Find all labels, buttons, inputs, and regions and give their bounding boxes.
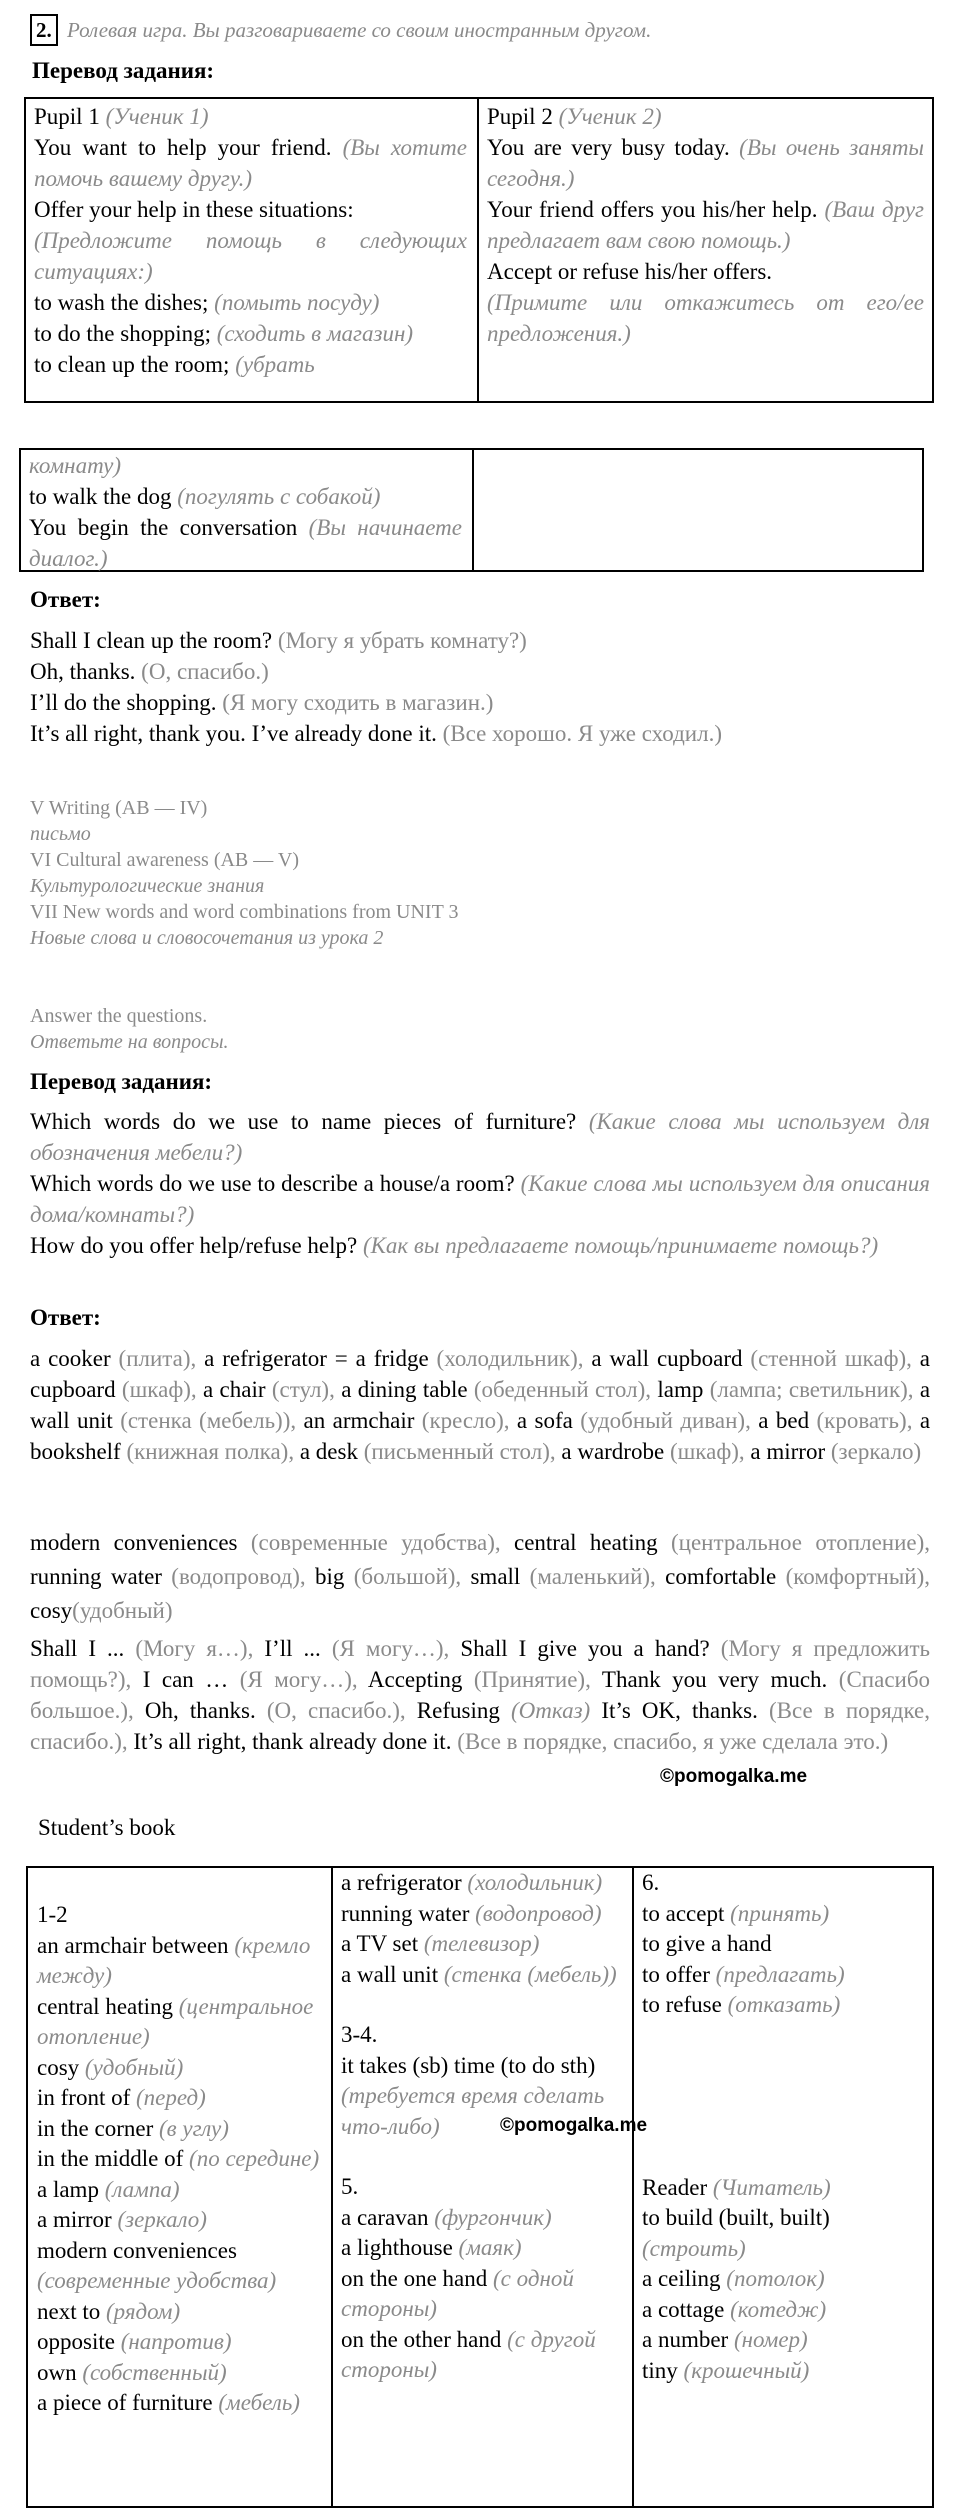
pupil1-item3-ru: (убрать: [235, 352, 315, 377]
vocab-entry: to build (built, built) (строить): [642, 2205, 830, 2261]
vocab-entry: modern conveniences (современные удобства): [37, 2237, 277, 2293]
pupil1-cell-continued: [29, 450, 462, 574]
vocab-entry: a piece of furniture (мебель): [37, 2390, 300, 2415]
question-2-ru: (Какие слова мы используем для описания дома/комнаты?): [30, 1171, 931, 1227]
roleplay-table-continued: [19, 448, 924, 572]
furniture-word: a sofa: [516, 1408, 573, 1433]
pupil1-item3-ru-continued: комнату): [29, 453, 121, 478]
vocab-entry: running water (водопровод): [341, 1900, 602, 1926]
pupil1-item2: to do the shopping;: [34, 321, 211, 346]
vocab-entry: central heating (центральное отопление): [37, 1993, 314, 2049]
pupil2-line3-ru: (Примите или откажитесь от его/ее предложения.): [487, 290, 924, 346]
answer-line-en: I’ll do the shopping.: [30, 690, 217, 715]
table-divider: [477, 99, 479, 401]
watermark: ©pomogalka.me: [660, 1766, 808, 1787]
pupil2-line2-ru: (Ваш друг предлагает вам свою помощь.): [487, 197, 924, 253]
furniture-translation: (кровать),: [816, 1408, 913, 1433]
translation-heading: Перевод задания:: [32, 58, 215, 83]
section-title: VII New words and word combinations from UNIT 3: [30, 901, 459, 923]
house-translation: (центральное отопление),: [671, 1530, 931, 1555]
answer-dialogue: [30, 625, 930, 749]
vocab-entry: on the other hand (с другой стороны): [341, 2326, 596, 2382]
offer-translation: (Все в порядке, спасибо, я уже сделала это.): [457, 1729, 889, 1754]
house-word: big: [314, 1564, 345, 1589]
vocab-entry: in the middle of (по середине): [37, 2146, 320, 2171]
furniture-translation: (стенка (мебель)),: [120, 1408, 297, 1433]
vocab-entry: a lighthouse (маяк): [341, 2235, 522, 2260]
task-number: 2.: [30, 14, 58, 46]
furniture-word: a cupboard: [30, 1346, 930, 1402]
vocab-entry: 1-2: [37, 1902, 68, 1927]
vocab-entry: own (собственный): [37, 2359, 227, 2385]
pupil1-item5: You begin the conversation: [29, 515, 298, 540]
pupil1-cell: [34, 101, 467, 380]
questions-subtitle: Ответьте на вопросы.: [30, 1031, 229, 1053]
answer-line-ru: (Могу я убрать комнату?): [277, 628, 527, 653]
offer-word: Shall I ...: [30, 1636, 125, 1661]
pupil2-line3: Accept or refuse his/her offers.: [487, 259, 773, 284]
pupil2-title: Pupil 2: [487, 104, 553, 129]
furniture-translation: (кресло),: [421, 1408, 510, 1433]
pupil1-item2-ru: (сходить в магазин): [216, 321, 414, 346]
pupil2-title-ru: (Ученик 2): [558, 104, 662, 129]
house-translation: (маленький),: [529, 1564, 656, 1589]
furniture-translation: (книжная полка),: [126, 1439, 295, 1464]
offer-word: Accepting: [367, 1667, 463, 1692]
pupil2-line1: You are very busy today.: [487, 135, 730, 160]
offer-word: Refusing: [416, 1698, 500, 1723]
pupil1-title: Pupil 1: [34, 104, 100, 129]
sections-list: [30, 795, 930, 951]
questions-answer-heading: Ответ:: [30, 1305, 101, 1330]
offer-translation: (Отказ): [511, 1698, 591, 1723]
vocab-entry: in front of (перед): [37, 2085, 206, 2110]
furniture-translation: (стул),: [271, 1377, 335, 1402]
offer-translation: (О, спасибо.),: [266, 1698, 406, 1723]
vocab-entry: Reader (Читатель): [642, 2174, 831, 2200]
table-divider: [331, 1868, 333, 2506]
furniture-word: a cooker: [30, 1346, 111, 1371]
house-answer: [30, 1526, 930, 1628]
offer-word: It’s all right, thank already done it.: [133, 1729, 452, 1754]
question-3: [30, 1230, 930, 1261]
furniture-translation: (шкаф),: [121, 1377, 197, 1402]
question-2-en: Which words do we use to describe a house/a room?: [30, 1171, 515, 1196]
house-word: small: [470, 1564, 521, 1589]
vocab-entry: an armchair between (кремло между): [37, 1932, 311, 1988]
vocab-entry: cosy (удобный): [37, 2054, 184, 2080]
vocab-entry: a wall unit (стенка (мебель)): [341, 1961, 617, 1987]
section-title: V Writing (AB — IV): [30, 797, 208, 819]
house-word: cosy: [30, 1598, 73, 1623]
furniture-translation: (зеркало): [830, 1439, 922, 1464]
vocab-entry: in the corner (в углу): [37, 2115, 229, 2141]
vocab-entry: a mirror (зеркало): [37, 2207, 207, 2232]
pupil1-item4-ru: (погулять с собакой): [177, 484, 381, 509]
furniture-word: a mirror: [750, 1439, 826, 1464]
house-word: running water: [30, 1564, 162, 1589]
section-subtitle: Новые слова и словосочетания из урока 2: [30, 927, 384, 949]
vocab-entry: a cottage (котедж): [642, 2296, 827, 2322]
pupil1-item1-ru: (помыть посуду): [214, 290, 380, 315]
answer-line: [30, 625, 930, 656]
offer-translation: (Могу я…),: [135, 1636, 254, 1661]
pupil1-item1: to wash the dishes;: [34, 290, 209, 315]
students-book-col3: [642, 1868, 927, 2386]
house-translation: (комфортный),: [785, 1564, 931, 1589]
furniture-word: a bed: [758, 1408, 810, 1433]
pupil1-title-ru: (Ученик 1): [105, 104, 209, 129]
students-book-col1: [37, 1900, 327, 2419]
question-1-en: Which words do we use to name pieces of furniture?: [30, 1109, 577, 1134]
pupil2-cell: [487, 101, 924, 349]
table-divider: [472, 450, 474, 570]
furniture-translation: (стенной шкаф),: [750, 1346, 912, 1371]
section-subtitle: Культурологические знания: [30, 875, 265, 897]
vocab-entry: next to (рядом): [37, 2298, 181, 2324]
students-book-title: Student’s book: [38, 1815, 176, 1840]
pupil1-item5-ru: (Вы начинаете диалог.): [29, 515, 463, 571]
furniture-translation: (лампа; светильник),: [709, 1377, 914, 1402]
roleplay-table: [24, 97, 934, 403]
furniture-translation: (плита),: [118, 1346, 197, 1371]
vocab-entry: to accept (принять): [642, 1900, 830, 1926]
house-translation: (водопровод),: [171, 1564, 306, 1589]
vocab-entry: to give a hand: [642, 1931, 772, 1956]
offer-translation: (Я могу…),: [331, 1636, 450, 1661]
house-word: comfortable: [665, 1564, 777, 1589]
vocab-entry: a refrigerator (холодильник): [341, 1870, 603, 1895]
furniture-translation: (обеденный стол),: [473, 1377, 652, 1402]
furniture-word: a refrigerator = a fridge: [204, 1346, 429, 1371]
question-3-ru: (Как вы предлагаете помощь/принимаете помощь?): [362, 1233, 879, 1258]
vocab-entry: tiny (крошечный): [642, 2357, 810, 2383]
task-header: [30, 14, 651, 46]
pupil1-line1: You want to help your friend.: [34, 135, 332, 160]
furniture-word: a desk: [299, 1439, 358, 1464]
offer-word: Shall I give you a hand?: [460, 1636, 710, 1661]
section-subtitle: письмо: [30, 823, 91, 845]
vocab-entry: to offer (предлагать): [642, 1961, 845, 1987]
furniture-word: a wall unit: [30, 1377, 931, 1433]
house-word: modern conveniences: [30, 1530, 238, 1555]
offer-word: Oh, thanks.: [144, 1698, 256, 1723]
task-instruction: Ролевая игра. Вы разговариваете со своим иностранным другом.: [67, 18, 652, 42]
furniture-translation: (письменный стол),: [363, 1439, 556, 1464]
house-translation: (большой),: [353, 1564, 462, 1589]
house-translation: (современные удобства),: [250, 1530, 501, 1555]
offer-word: I can …: [142, 1667, 229, 1692]
furniture-translation: (удобный диван),: [580, 1408, 751, 1433]
furniture-word: an armchair: [303, 1408, 415, 1433]
offer-translation: (Я могу…),: [239, 1667, 358, 1692]
vocab-entry: a caravan (фургончик): [341, 2204, 552, 2230]
answer-line-ru: (Я могу сходить в магазин.): [222, 690, 494, 715]
answer-line-en: It’s all right, thank you. I’ve already done it.: [30, 721, 437, 746]
vocab-entry: 3-4.: [341, 2022, 378, 2047]
questions-translation-heading: Перевод задания:: [30, 1069, 213, 1094]
question-1-ru: (Какие слова мы используем для обозначения мебели?): [30, 1109, 930, 1165]
pupil1-item3: to clean up the room;: [34, 352, 230, 377]
furniture-word: a wardrobe: [561, 1439, 665, 1464]
pupil1-line1-ru: (Вы хотите помочь вашему другу.): [34, 135, 467, 191]
question-1: [30, 1106, 930, 1168]
furniture-word: a chair: [202, 1377, 266, 1402]
vocab-entry: a TV set (телевизор): [341, 1931, 540, 1956]
vocab-entry: 6.: [642, 1870, 660, 1895]
offer-word: It’s OK, thanks.: [601, 1698, 758, 1723]
answer-line-ru: (Все хорошо. Я уже сходил.): [442, 721, 722, 746]
furniture-word: a bookshelf: [30, 1408, 931, 1464]
answer-line-en: Oh, thanks.: [30, 659, 136, 684]
offer-word: I’ll ...: [264, 1636, 321, 1661]
question-3-en: How do you offer help/refuse help?: [30, 1233, 358, 1258]
vocab-entry: on the one hand (с одной стороны): [341, 2265, 574, 2321]
furniture-translation: (шкаф),: [669, 1439, 745, 1464]
pupil2-line2: Your friend offers you his/her help.: [487, 197, 818, 222]
section-title: VI Cultural awareness (AB — V): [30, 849, 300, 871]
offer-word: Thank you very much.: [601, 1667, 828, 1692]
vocab-entry: it takes (sb) time (to do sth)(требуется время сделать что-либо): [341, 2052, 605, 2139]
offer-translation: (Все в порядке, спасибо.),: [30, 1698, 931, 1754]
furniture-word: lamp: [657, 1377, 704, 1402]
furniture-translation: (холодильник),: [436, 1346, 584, 1371]
furniture-word: a wall cupboard: [591, 1346, 743, 1371]
offer-translation: (Могу я предложить помощь?),: [30, 1636, 930, 1692]
vocab-entry: a ceiling (потолок): [642, 2266, 825, 2291]
vocab-entry: to refuse (отказать): [642, 1992, 841, 2017]
house-word: central heating: [514, 1530, 658, 1555]
students-book-table: [26, 1866, 934, 2508]
vocab-entry: 5.: [341, 2174, 359, 2199]
offer-answer: [30, 1633, 930, 1757]
questions-intro: [30, 1003, 930, 1055]
question-2: [30, 1168, 930, 1230]
table-watermark: ©pomogalka.me: [500, 2115, 648, 2136]
pupil1-line2-ru: (Предложите помощь в следующих ситуациях:): [34, 228, 467, 284]
pupil2-line1-ru: (Вы очень заняты сегодня.): [487, 135, 924, 191]
answer-line-en: Shall I clean up the room?: [30, 628, 273, 653]
furniture-answer: [30, 1343, 930, 1467]
offer-translation: (Принятие),: [473, 1667, 591, 1692]
answer-line: [30, 718, 930, 749]
house-translation: (удобный): [72, 1598, 173, 1623]
table-divider: [632, 1868, 634, 2506]
answer-line-ru: (О, спасибо.): [141, 659, 269, 684]
questions-title: Answer the questions.: [30, 1005, 208, 1027]
vocab-entry: opposite (напротив): [37, 2329, 232, 2354]
answer-line: [30, 656, 930, 687]
pupil1-line2: Offer your help in these situations:: [34, 197, 354, 222]
vocab-entry: a lamp (лампа): [37, 2176, 180, 2202]
vocab-entry: a number (номер): [642, 2327, 808, 2352]
offer-translation: (Спасибо большое.),: [30, 1667, 931, 1723]
answer-line: [30, 687, 930, 718]
answer-heading: Ответ:: [30, 587, 101, 612]
furniture-word: a dining table: [341, 1377, 468, 1402]
questions-list: [30, 1106, 930, 1261]
pupil1-item4: to walk the dog: [29, 484, 172, 509]
